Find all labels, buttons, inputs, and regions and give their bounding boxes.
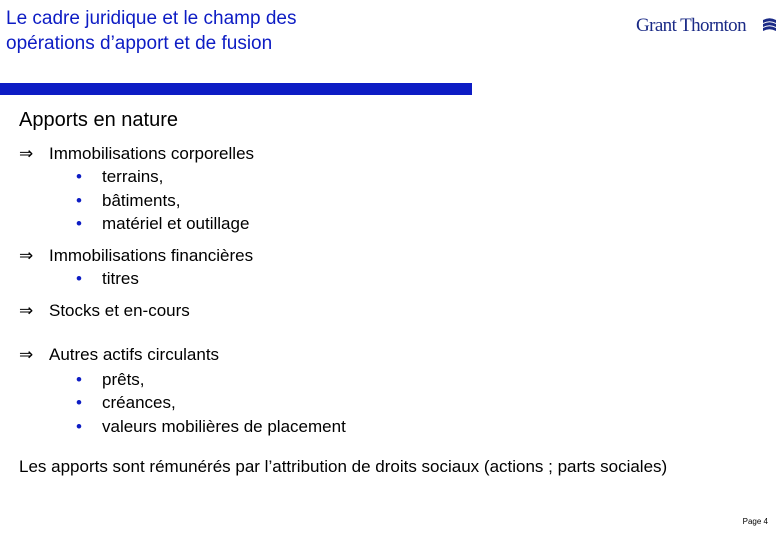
section-heading: Apports en nature (19, 109, 178, 131)
page-number: Page 4 (742, 517, 768, 526)
bullet-icon: • (76, 393, 82, 412)
arrow-icon: ⇒ (19, 345, 34, 365)
logo-mark-icon (762, 17, 777, 33)
bullet-icon: • (76, 191, 82, 210)
sub-list-item-label: terrains, (102, 167, 164, 186)
footnote-text: Les apports sont rémunérés par l’attribution de droits sociaux (actions ; parts sociales) (19, 457, 668, 476)
bullet-icon: • (76, 214, 82, 233)
list-item-label: Stocks et en-cours (49, 301, 190, 320)
arrow-icon: ⇒ (19, 144, 34, 164)
page-title-line-1: Le cadre juridique et le champ des (6, 8, 297, 29)
sub-list-item-label: titres (102, 269, 139, 288)
page-title (6, 6, 526, 56)
grant-thornton-logo (636, 12, 780, 38)
sub-list-item-label: prêts, (102, 370, 145, 389)
arrow-icon: ⇒ (19, 246, 34, 266)
bullet-icon: • (76, 167, 82, 186)
bullet-icon: • (76, 370, 82, 389)
list-item-label: Autres actifs circulants (49, 345, 220, 364)
title-underline-bar (0, 83, 472, 95)
sub-list-item-label: bâtiments, (102, 191, 181, 210)
page-title-line-2: opérations d’apport et de fusion (6, 33, 273, 54)
sub-list-item-label: matériel et outillage (102, 214, 250, 233)
bullet-icon: • (76, 417, 82, 436)
logo-wordmark: Grant Thornton (636, 15, 746, 36)
sub-list-item-label: valeurs mobilières de placement (102, 417, 346, 436)
sub-list-item-label: créances, (102, 393, 176, 412)
arrow-icon: ⇒ (19, 301, 34, 321)
bullet-icon: • (76, 269, 82, 288)
list-item-label: Immobilisations corporelles (49, 144, 255, 163)
list-item-label: Immobilisations financières (49, 246, 254, 265)
